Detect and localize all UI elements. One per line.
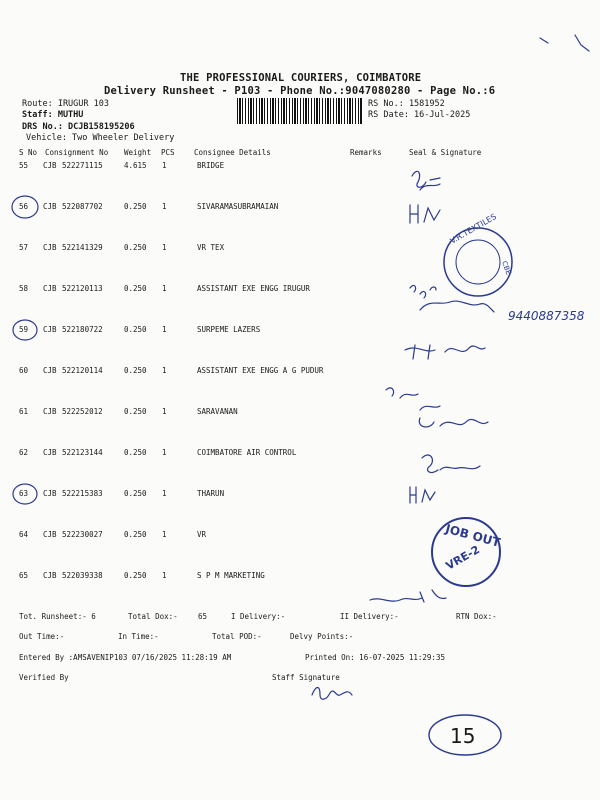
signature	[405, 345, 485, 359]
verified-by: Verified By	[19, 673, 69, 682]
cell-weight: 0.250	[124, 448, 147, 457]
cell-sno: 60	[19, 366, 29, 375]
cell-pcs: 1	[162, 448, 167, 457]
cell-consignment: 522039338	[62, 571, 103, 580]
cell-consignment: 522141329	[62, 243, 103, 252]
cell-pcs: 1	[162, 407, 167, 416]
in-time: In Time:-	[118, 632, 159, 641]
total-pod: Total POD:-	[212, 632, 262, 641]
cell-consignee: SIVARAMASUBRAMAIAN	[197, 202, 279, 211]
rtn-dox: RTN Dox:-	[456, 612, 497, 621]
stamp-text: V.R.TEXTILES	[448, 211, 498, 246]
cell-prefix: CJB	[43, 448, 57, 457]
signature	[410, 205, 440, 223]
cell-consignment: 522120114	[62, 366, 103, 375]
company-title: THE PROFESSIONAL COURIERS, COIMBATORE	[180, 72, 422, 84]
cell-prefix: CJB	[43, 571, 57, 580]
cell-prefix: CJB	[43, 407, 57, 416]
cell-pcs: 1	[162, 366, 167, 375]
staff-signature-label: Staff Signature	[272, 673, 340, 682]
phone-note: 9440887358	[508, 309, 585, 323]
cell-prefix: CJB	[43, 325, 57, 334]
stamp-inner-ring	[456, 240, 500, 284]
cell-pcs: 1	[162, 243, 167, 252]
cell-sno: 55	[19, 161, 29, 170]
serial-circle	[13, 320, 37, 340]
serial-circle	[13, 484, 37, 504]
signature	[419, 418, 488, 427]
cell-weight: 0.250	[124, 489, 147, 498]
margin-mark	[575, 35, 589, 51]
cell-prefix: CJB	[43, 489, 57, 498]
cell-consignee: S P M MARKETING	[197, 571, 265, 580]
cell-sno: 63	[19, 489, 29, 498]
staff: Staff: MUTHU	[22, 110, 84, 120]
total-dox-label: Total Dox:-	[128, 612, 178, 621]
cell-sno: 56	[19, 202, 29, 211]
cell-pcs: 1	[162, 202, 167, 211]
cell-consignee: THARUN	[197, 489, 225, 498]
cell-sno: 59	[19, 325, 29, 334]
printed-on: Printed On: 16-07-2025 11:29:35	[305, 653, 445, 662]
vehicle: Vehicle: Two Wheeler Delivery	[26, 133, 175, 143]
col-weight: Weight	[124, 148, 152, 157]
cell-consignment: 522123144	[62, 448, 103, 457]
tot-runsheet: Tot. Runsheet:- 6	[19, 612, 96, 621]
drs-number: DRS No.: DCJB158195206	[22, 122, 135, 132]
stamp-code: CBE	[500, 259, 513, 276]
cell-pcs: 1	[162, 530, 167, 539]
total-dox-value: 65	[198, 612, 208, 621]
cell-consignee: SURPEME LAZERS	[197, 325, 261, 334]
cell-pcs: 1	[162, 571, 167, 580]
col-consignee: Consignee Details	[194, 148, 271, 157]
cell-consignee: ASSISTANT EXE ENGG A G PUDUR	[197, 366, 324, 375]
cell-weight: 4.615	[124, 161, 147, 170]
serial-circle	[12, 196, 38, 218]
cell-sno: 57	[19, 243, 29, 252]
cell-consignee: VR	[197, 530, 207, 539]
cell-consignment: 522087702	[62, 202, 103, 211]
signature	[412, 171, 440, 190]
route: Route: IRUGUR 103	[22, 99, 109, 109]
cell-consignment: 522215383	[62, 489, 103, 498]
job-out-stamp	[432, 518, 503, 586]
cell-consignee: BRIDGE	[197, 161, 225, 170]
out-time: Out Time:-	[19, 632, 65, 641]
col-remarks: Remarks	[350, 148, 382, 157]
cell-weight: 0.250	[124, 243, 147, 252]
cell-weight: 0.250	[124, 571, 147, 580]
cell-consignment: 522230027	[62, 530, 103, 539]
cell-sno: 58	[19, 284, 29, 293]
cell-consignment: 522252012	[62, 407, 103, 416]
stamp-code: VRE-2	[443, 542, 482, 573]
delvy-points: Delvy Points:-	[290, 632, 354, 641]
signature	[420, 301, 494, 312]
cell-sno: 62	[19, 448, 29, 457]
company-stamp	[444, 212, 512, 296]
cell-sno: 65	[19, 571, 29, 580]
cell-sno: 61	[19, 407, 29, 416]
entered-by: Entered By :AMSAVENIP103 07/16/2025 11:28:19 AM	[19, 653, 232, 662]
signature	[370, 590, 446, 602]
cell-consignee: VR TEX	[197, 243, 225, 252]
cell-weight: 0.250	[124, 530, 147, 539]
cell-prefix: CJB	[43, 243, 57, 252]
cell-consignment: 522180722	[62, 325, 103, 334]
cell-consignment: 522120113	[62, 284, 103, 293]
cell-sno: 64	[19, 530, 29, 539]
cell-prefix: CJB	[43, 366, 57, 375]
cell-prefix: CJB	[43, 202, 57, 211]
i-delivery: I Delivery:-	[231, 612, 286, 621]
cell-weight: 0.250	[124, 366, 147, 375]
signature	[386, 388, 440, 410]
cell-consignment: 522271115	[62, 161, 103, 170]
signature	[422, 455, 480, 473]
col-pcs: PCS	[161, 148, 175, 157]
ii-delivery: II Delivery:-	[340, 612, 399, 621]
cell-prefix: CJB	[43, 284, 57, 293]
signature	[410, 285, 436, 298]
cell-weight: 0.250	[124, 284, 147, 293]
cell-consignee: COIMBATORE AIR CONTROL	[197, 448, 297, 457]
staff-signature	[312, 688, 352, 700]
margin-mark	[540, 38, 548, 43]
rs-number: RS No.: 1581952	[368, 99, 445, 109]
cell-prefix: CJB	[43, 530, 57, 539]
cell-weight: 0.250	[124, 325, 147, 334]
col-seal: Seal & Signature	[409, 148, 482, 157]
signature	[410, 487, 435, 503]
runsheet-subtitle: Delivery Runsheet - P103 - Phone No.:9047080280 - Page No.:6	[104, 85, 496, 97]
col-consignment: Consignment No	[45, 148, 109, 157]
cell-weight: 0.250	[124, 202, 147, 211]
cell-consignee: ASSISTANT EXE ENGG IRUGUR	[197, 284, 310, 293]
cell-prefix: CJB	[43, 161, 57, 170]
cell-consignee: SARAVANAN	[197, 407, 238, 416]
cell-pcs: 1	[162, 161, 167, 170]
rs-date: RS Date: 16-Jul-2025	[368, 110, 471, 120]
cell-pcs: 1	[162, 284, 167, 293]
col-sno: S No	[19, 148, 38, 157]
cell-pcs: 1	[162, 325, 167, 334]
cell-weight: 0.250	[124, 407, 147, 416]
stamp-text: JOB OUT	[443, 521, 502, 550]
circled-number: 15	[450, 724, 476, 748]
cell-pcs: 1	[162, 489, 167, 498]
